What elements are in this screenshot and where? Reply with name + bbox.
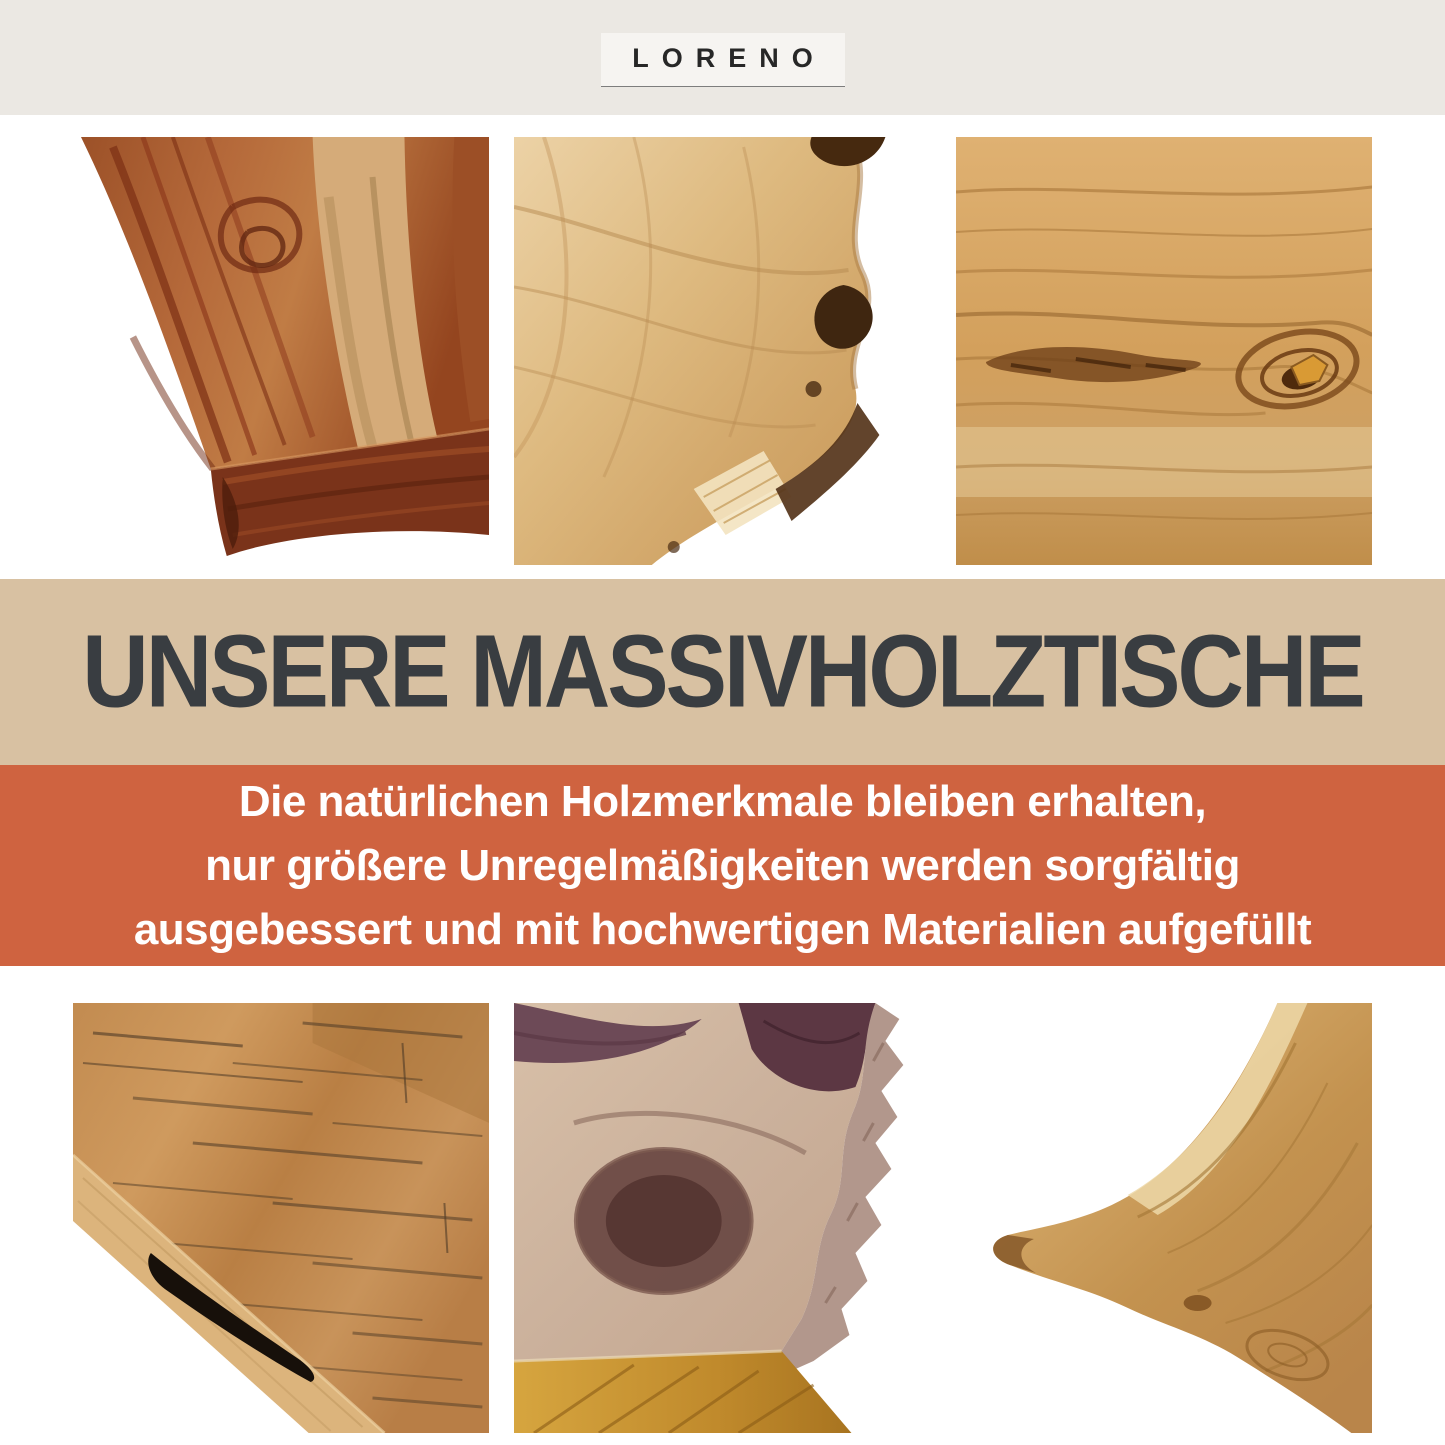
headline-banner xyxy=(0,579,1445,765)
description-banner xyxy=(0,765,1445,966)
wood-texture-graphic xyxy=(514,137,930,565)
wood-photo-bottom-center xyxy=(514,1003,930,1433)
wood-photo-bottom-left xyxy=(73,1003,489,1433)
photo-row-top xyxy=(73,137,1372,565)
description-line-3: ausgebessert und mit hochwertigen Materialien aufgefüllt xyxy=(133,904,1312,954)
header xyxy=(0,0,1445,115)
headline-text: UNSERE MASSIVHOLZTISCHE xyxy=(82,614,1363,729)
wood-photo-bottom-right xyxy=(956,1003,1372,1433)
wood-texture-graphic xyxy=(956,137,1372,565)
wood-texture-graphic xyxy=(514,1003,930,1433)
wood-texture-graphic xyxy=(73,137,489,565)
brand-logo xyxy=(601,33,845,87)
description-line-1: Die natürlichen Holzmerkmale bleiben erhalten, xyxy=(238,776,1207,826)
wood-photo-top-left xyxy=(73,137,489,565)
wood-texture-graphic xyxy=(73,1003,489,1433)
wood-photo-top-center xyxy=(514,137,930,565)
brand-logo-text: LORENO xyxy=(632,42,826,73)
wood-photo-top-right xyxy=(956,137,1372,565)
description-line-2: nur größere Unregelmäßigkeiten werden sorgfältig xyxy=(205,840,1240,890)
wood-texture-graphic xyxy=(956,1003,1372,1433)
photo-row-bottom xyxy=(73,1003,1372,1433)
